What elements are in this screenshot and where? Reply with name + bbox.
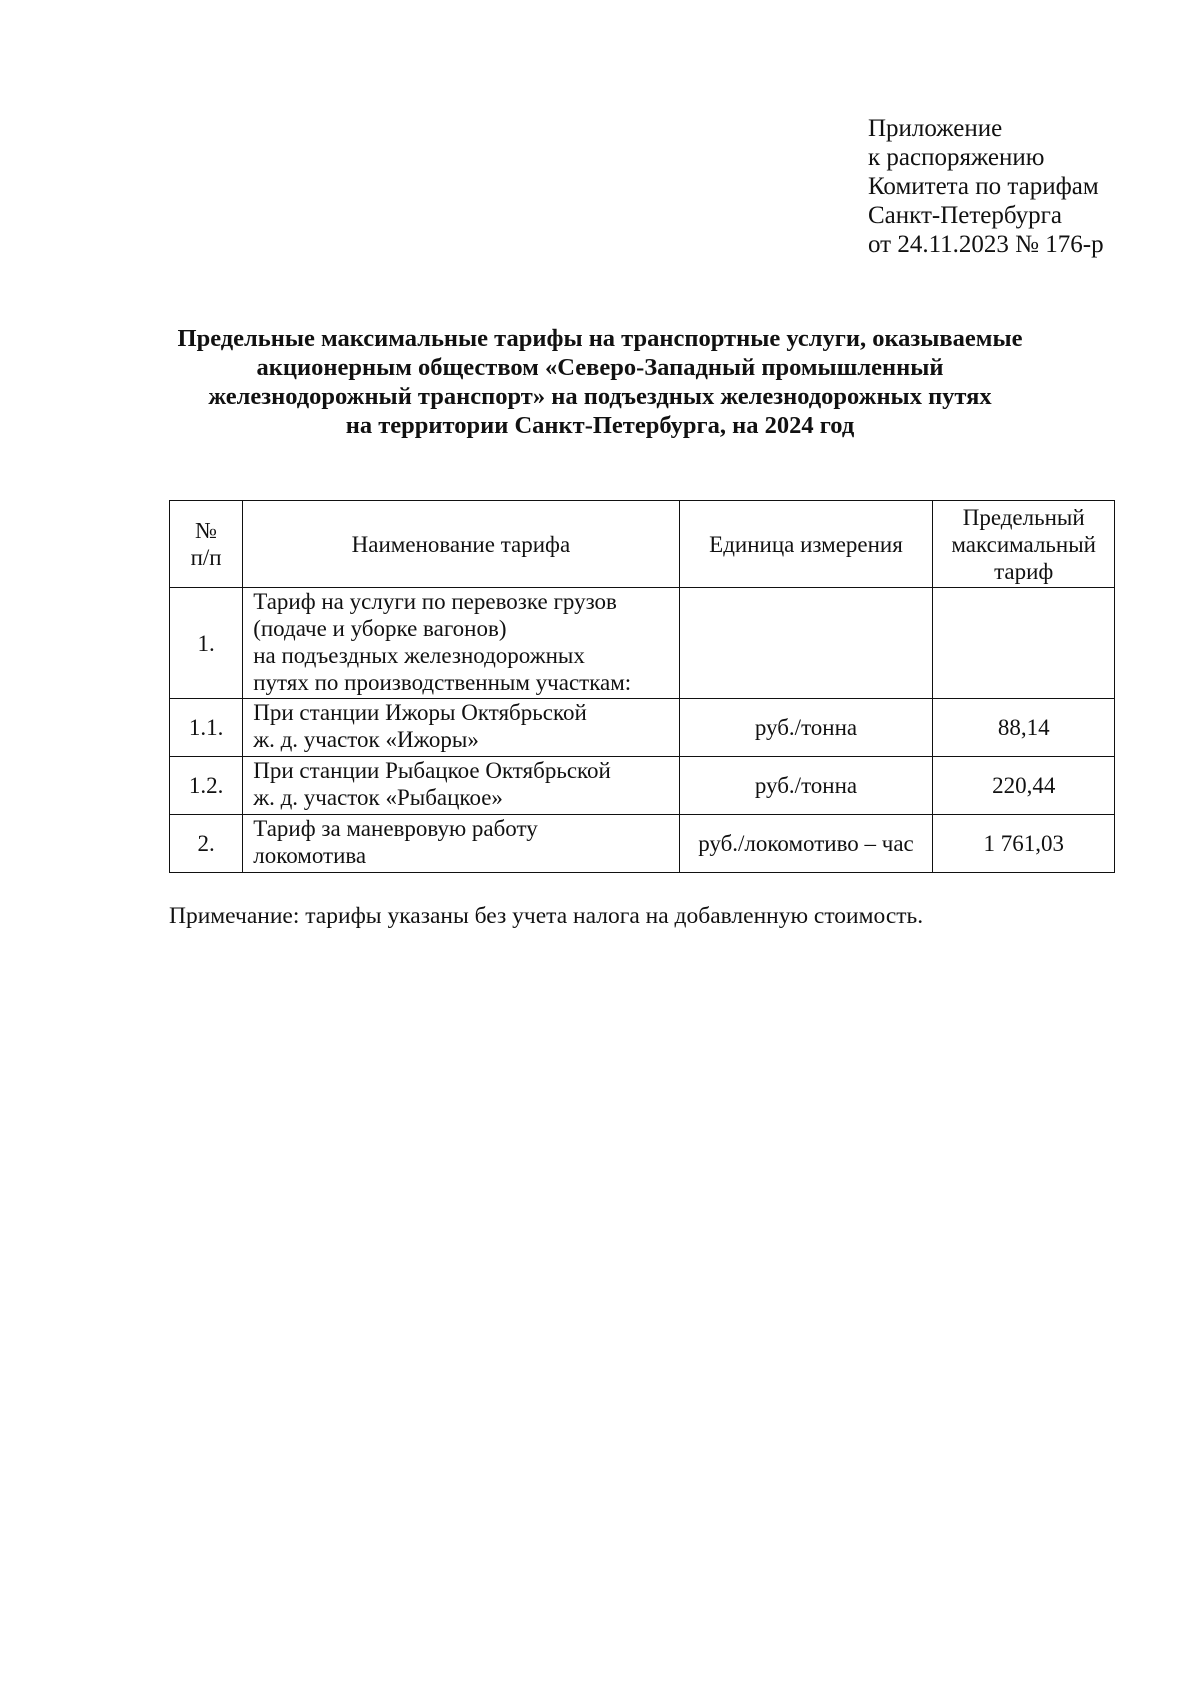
row-name [243, 757, 679, 815]
row-num: 1. [170, 588, 243, 699]
row-value: 1 761,03 [933, 815, 1115, 873]
row-name [243, 588, 679, 699]
row-name-line: локомотива [253, 843, 367, 868]
title-line: акционерным обществом «Северо-Западный промышленный [256, 354, 944, 381]
row-name-line: (подаче и уборке вагонов) [253, 616, 507, 641]
header-num-line: п/п [190, 545, 222, 570]
row-name-line: путях по производственным участкам: [253, 670, 632, 695]
title-line: железнодорожный транспорт» на подъездных железнодорожных путях [208, 383, 992, 410]
row-name-line: ж. д. участок «Ижоры» [253, 727, 479, 752]
table-row [170, 699, 1115, 757]
row-unit: руб./тонна [679, 699, 933, 757]
header-value-line: Предельный [962, 504, 1085, 530]
table-row [170, 815, 1115, 873]
row-name-line: Тариф на услуги по перевозке грузов [253, 589, 617, 614]
row-value: 88,14 [933, 699, 1115, 757]
header-value [933, 501, 1115, 588]
row-value: 220,44 [933, 757, 1115, 815]
row-unit [679, 588, 933, 699]
row-num: 1.1. [170, 699, 243, 757]
tariff-table [169, 500, 1115, 873]
appendix-line: к распоряжению [868, 144, 1045, 171]
row-name [243, 815, 679, 873]
appendix-line: Комитета по тарифам [868, 173, 1099, 200]
row-name [243, 699, 679, 757]
header-num-line: № [195, 518, 218, 543]
header-value-line: максимальный [951, 531, 1096, 557]
row-name-line: ж. д. участок «Рыбацкое» [253, 785, 503, 810]
appendix-line: Санкт-Петербурга [868, 202, 1063, 229]
row-unit: руб./тонна [679, 757, 933, 815]
header-name: Наименование тарифа [243, 501, 679, 588]
header-value-line: тариф [994, 558, 1054, 584]
row-name-line: Тариф за маневровую работу [253, 816, 538, 841]
row-value [933, 588, 1115, 699]
row-unit: руб./локомотиво – час [679, 815, 933, 873]
title-line: на территории Санкт-Петербурга, на 2024 год [345, 412, 855, 439]
header-num [170, 501, 243, 588]
row-num: 2. [170, 815, 243, 873]
row-name-line: При станции Ижоры Октябрьской [253, 700, 587, 725]
table-header-row [170, 501, 1115, 588]
table-row [170, 757, 1115, 815]
appendix-line: от 24.11.2023 № 176-р [868, 231, 1104, 258]
row-name-line: на подъездных железнодорожных [253, 643, 585, 668]
document-title [150, 324, 1050, 440]
row-num: 1.2. [170, 757, 243, 815]
header-unit: Единица измерения [679, 501, 933, 588]
appendix-line: Приложение [868, 115, 1003, 142]
row-name-line: При станции Рыбацкое Октябрьской [253, 758, 611, 783]
footnote: Примечание: тарифы указаны без учета налога на добавленную стоимость. [169, 903, 924, 929]
title-line: Предельные максимальные тарифы на транспортные услуги, оказываемые [177, 325, 1023, 352]
appendix-block [868, 114, 1104, 259]
table-row [170, 588, 1115, 699]
